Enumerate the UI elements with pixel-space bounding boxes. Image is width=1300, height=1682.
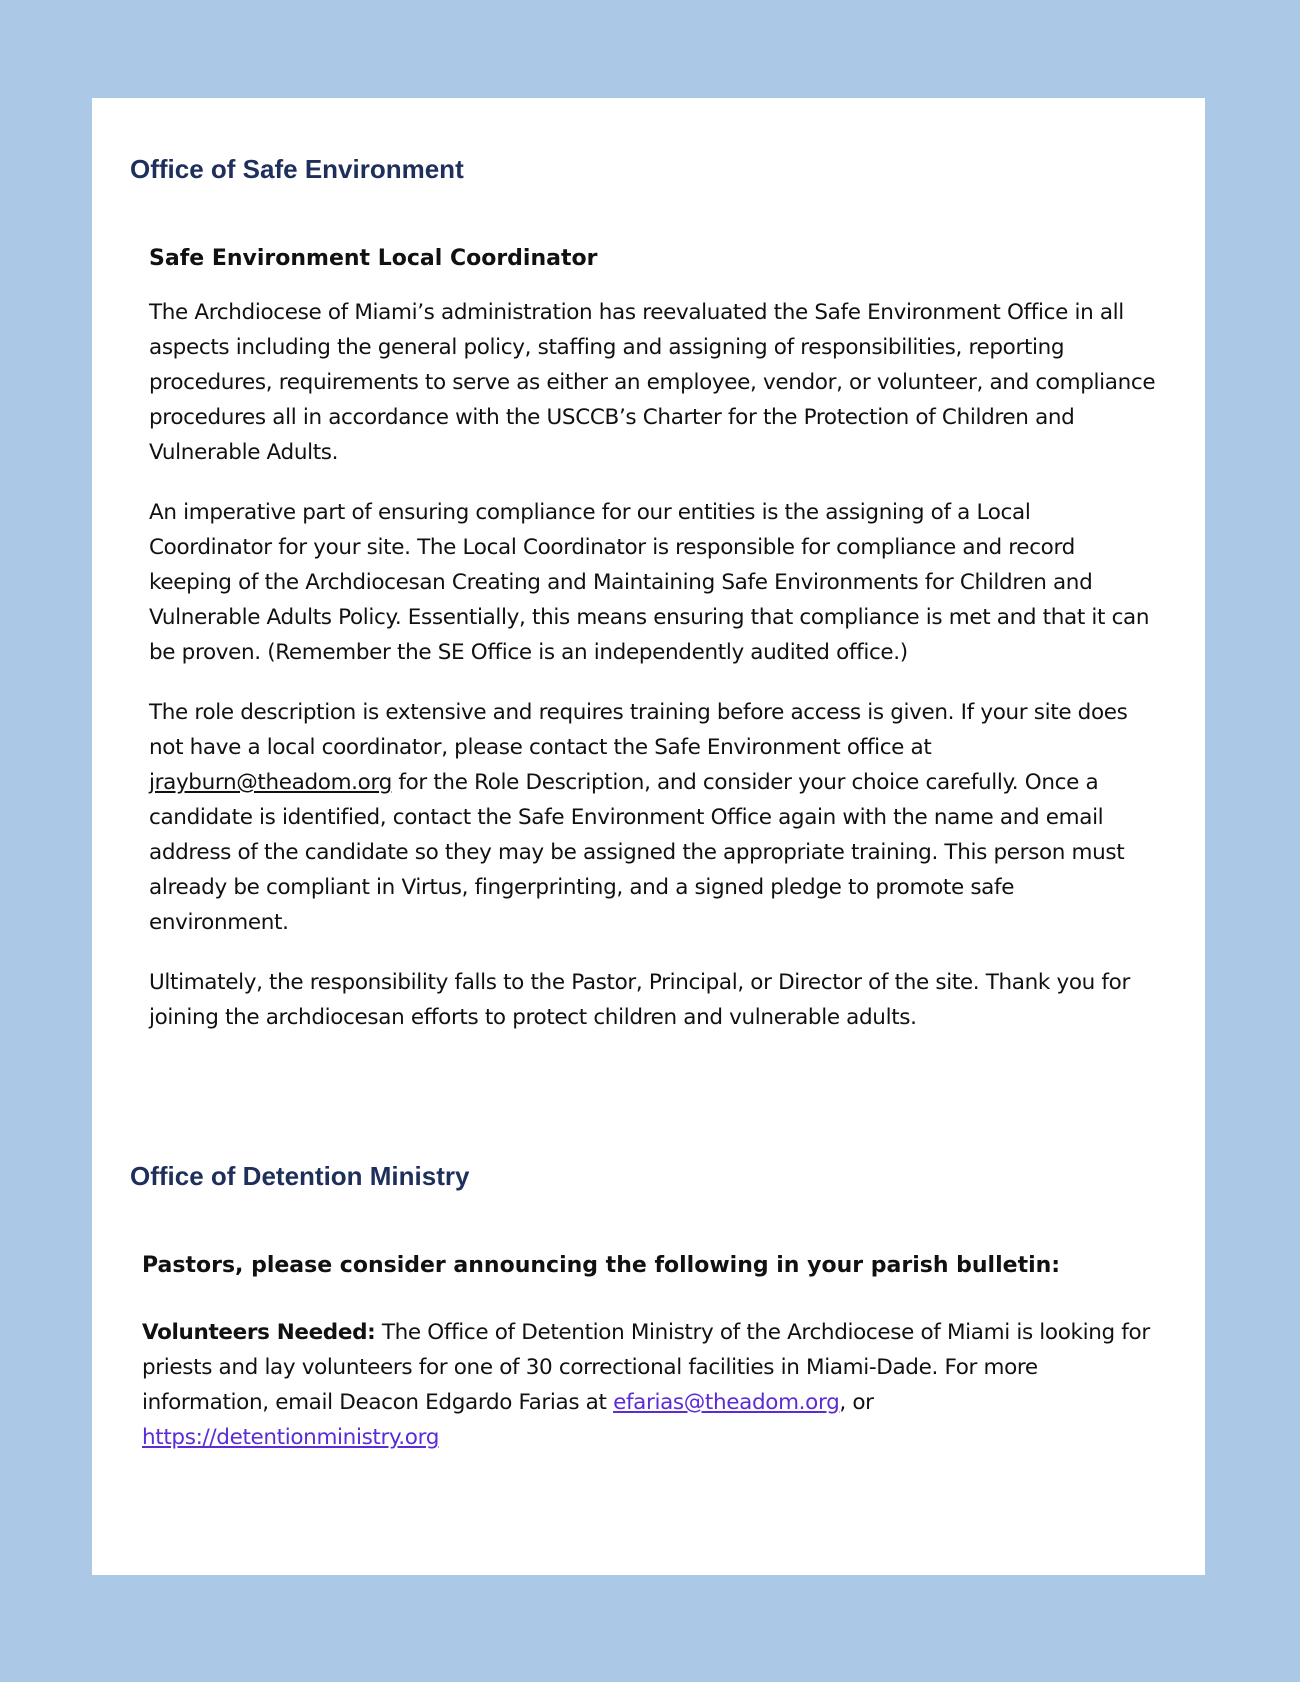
volunteers-needed-label: Volunteers Needed: — [142, 1320, 376, 1345]
detention-ministry-website-link[interactable]: https://detentionministry.org — [142, 1425, 440, 1450]
role-description-text-before: The role description is extensive and requires training before access is given. If your site does not have a local coordinator, please contact the Safe Environment office at — [149, 700, 1128, 760]
safe-environment-heading: Office of Safe Environment — [130, 154, 464, 184]
paragraph-role-description — [149, 695, 1159, 940]
pastors-announcement-subheading: Pastors, please consider announcing the following in your parish bulletin: — [142, 1253, 1061, 1278]
volunteers-text: The Office of Detention Ministry of the Archdiocese of Miami is looking for priests and lay volunteers for one of 30 correctional facilities in Miami-Dade. For more information, email Deacon Edgardo Farias at — [142, 1320, 1150, 1415]
paragraph-volunteers-needed — [142, 1315, 1160, 1455]
safe-environment-section — [149, 244, 1159, 1060]
paragraph-local-coordinator: An imperative part of ensuring compliance for our entities is the assigning of a Local Coordinator for your site. The Local Coordinator is responsible for compliance and record keeping of the Archdiocesan Creating and Maintaining Safe Environments for Children and Vulnerable Adults Policy. Essentially, this means ensuring that compliance is met and that it can be proven. (Remember the SE Office is an independently audited office.) — [149, 500, 1150, 665]
paragraph-administration: The Archdiocese of Miami’s administration has reevaluated the Safe Environment Office in all aspects including the general policy, staffing and assigning of responsibilities, reporting procedures, requirements to serve as either an employee, vendor, or volunteer, and compliance procedures all in accordance with the USCCB’s Charter for the Protection of Children and Vulnerable Adults. — [149, 300, 1156, 465]
paragraph-responsibility: Ultimately, the responsibility falls to the Pastor, Principal, or Director of the site. Thank you for joining the archdiocesan efforts to protect children and vulnerable adults. — [149, 970, 1130, 1030]
jrayburn-email-link[interactable]: jrayburn@theadom.org — [149, 770, 392, 795]
local-coordinator-subheading: Safe Environment Local Coordinator — [149, 246, 598, 271]
detention-ministry-section — [142, 1251, 1160, 1480]
document-page — [92, 98, 1205, 1575]
efarias-email-link[interactable]: efarias@theadom.org — [613, 1390, 840, 1415]
role-description-text-after: for the Role Description, and consider your choice carefully. Once a candidate is identified, contact the Safe Environment Office again with the name and email address of the candidate so they may be assigned the appropriate training. This person must already be compliant in Virtus, fingerprinting, and a signed pledge to promote safe environment. — [149, 770, 1125, 935]
detention-ministry-heading: Office of Detention Ministry — [130, 1161, 470, 1191]
separator-text: , or — [839, 1390, 874, 1415]
